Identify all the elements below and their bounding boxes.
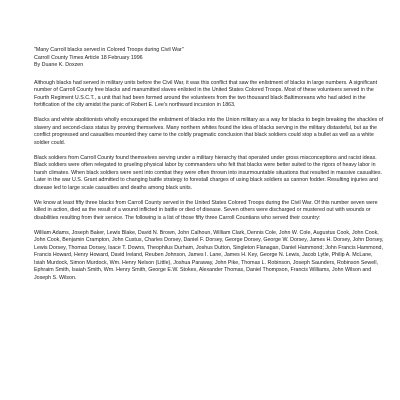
paragraph-2: Blacks and white abolitionists wholly encouraged the enlistment of blacks into the Union military as a way for blacks to begin breaking the shackles of slavery and second-class status by proving themselves. Many northern whites found the idea of blacks serving in the military distasteful, but as the conflict progressed and casualties mounted they came to the coldly pragmatic conclusion that black soldiers could stop a bullet as well as a white soldier could. (34, 117, 384, 146)
article-title: "Many Carroll blacks served in Colored Troops during Civil War" (34, 47, 184, 53)
paragraph-5-name-list: William Adams, Joseph Baker, Lewis Blake, David N. Brown, John Calhoun, William Clark, Dennis Cole, John W. Cole, Augustus Cook, John Cook, John Cook, Benjamin Crampton, John Custus, Charles Dorsey, Daniel F. Dorsey, George Dorsey, George W. Dorsey, James H. Dorsey, John Dorsey, Lewis Dorsey, Thomas Dorsey, Isace T. Downs, Theophilus Durham, Joshus Dutton, Singleton Flanagan, Daniel Hammond; John Francis Hammond, Francis Howard, Henry Howard, David Ireland, Reuben Johnson, James I. Lane, James H. Key, George N. Lewis, Jacob Lytle, Philip A. McLane, Isiah Murdock, Simon Murdock, Wm. Henry Nelson (Little), Joshua Paraway, John Pike, Thomas L. Robinson, Joseph Saunders, Robinson Sewell, Ephraim Smith, Isaiah Smith, Wm. Henry Smith, George E.W. Stokes, Alexander Thomas, Daniel Thompson, Francis Williams, John Wilson and Joseph S. Wilson. (34, 229, 384, 281)
article-source: Carroll County Times Article 18 February 1996 (34, 54, 143, 61)
paragraph-3: Black soldiers from Carroll County found themselves serving under a military hierarchy that operated under gross misconceptions and racist ideas. Black soldiers were often relegated to grueling physical labor by commanders who felt that blacks were better suited to the rigors of heavy labor in harsh climates. When black soldiers were sent into combat they were often thrown into insurmountable situations that resulted in massive casualties. Later in the war U.S. Grant admitted to changing battle strategy to forestall charges of using black soldiers as cannon fodder. Resulting injuries and disease led to large scale casualties and deaths among black units. (34, 154, 382, 191)
article-header (34, 47, 384, 70)
article-body (34, 47, 384, 290)
paragraph-4: We know at least fifty three blacks from Carroll County served in the United States Colored Troops during the Civil War. Of this number seven were killed in action, died as the result of a wound inflicted in battle or died of disease. Seven others were discharged or mustered out with wounds or disabilities resulting from their service. The following is a list of those fifty three Carroll Countians who served their country: (34, 199, 378, 221)
paragraph-1: Although blacks had served in military units before the Civil War, it was this conflict that saw the enlistment of blacks in large numbers. A significant number of Carroll County free blacks and manumitted slaves enlisted in the United States Colored Troops. Most of these volunteers served in the Fourth Regiment U.S.C.T., a unit that had been formed around the volunteers from the two thousand black Baltimoreans who had aided in the fortification of the city amidst the panic of Robert E. Lee's northward incursion in 1863. (34, 79, 378, 108)
article-author: By Duane K. Doxzen (34, 62, 84, 68)
